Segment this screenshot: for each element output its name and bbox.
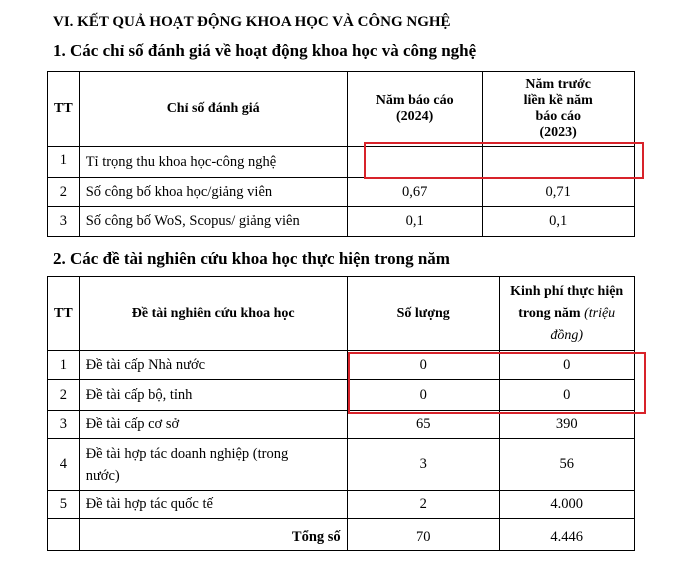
header-funding-unit-a: (triệu (584, 305, 616, 321)
cell-indicator: Tỉ trọng thu khoa học-công nghệ (79, 147, 347, 178)
header-prev-year-line4: (2023) (539, 125, 577, 140)
cell-count: 3 (347, 439, 499, 491)
cell-current (347, 147, 482, 178)
table-header-row (48, 277, 635, 351)
cell-previous: 0,1 (482, 207, 634, 237)
header-count: Số lượng (347, 277, 499, 351)
cell-tt: 1 (48, 147, 80, 178)
cell-tt: 3 (48, 207, 80, 237)
cell-total-funding: 4.446 (499, 519, 634, 551)
header-topic: Đề tài nghiên cứu khoa học (79, 277, 347, 351)
cell-total-count: 70 (347, 519, 499, 551)
header-report-year-line1: Năm báo cáo (375, 93, 454, 108)
header-funding-line2: trong năm (518, 305, 581, 321)
cell-funding: 390 (499, 411, 634, 439)
table-row (48, 147, 635, 178)
table-row (48, 207, 635, 237)
cell-tt: 2 (48, 380, 80, 411)
table-row (48, 439, 635, 491)
cell-topic: Đề tài cấp cơ sở (79, 411, 347, 439)
table-total-row (48, 519, 635, 551)
header-report-year (347, 72, 482, 147)
header-indicator: Chỉ số đánh giá (79, 72, 347, 147)
cell-topic-line2: nước) (85, 467, 120, 484)
cell-previous: 0,71 (482, 178, 634, 207)
header-tt: TT (48, 277, 80, 351)
cell-tt: 5 (48, 491, 80, 519)
research-projects-table (47, 276, 635, 551)
cell-funding: 4.000 (499, 491, 634, 519)
cell-tt: 1 (48, 351, 80, 380)
cell-count: 0 (347, 351, 499, 380)
table-row (48, 491, 635, 519)
cell-topic-line1: Đề tài hợp tác doanh nghiệp (trong (85, 445, 289, 462)
cell-funding: 0 (499, 351, 634, 380)
cell-current: 0,1 (347, 207, 482, 237)
cell-tt: 2 (48, 178, 80, 207)
header-funding (499, 277, 634, 351)
header-tt: TT (48, 72, 80, 147)
cell-topic: Đề tài cấp Nhà nước (79, 351, 347, 380)
cell-total-label: Tổng số (79, 519, 347, 551)
header-report-year-line2: (2024) (396, 109, 434, 124)
header-funding-unit-b: đồng) (550, 327, 584, 343)
indicators-table (47, 71, 635, 237)
cell-indicator: Số công bố khoa học/giảng viên (79, 178, 347, 207)
cell-tt-empty (48, 519, 80, 551)
subsection-title-projects: 2. Các đề tài nghiên cứu khoa học thực hiện trong năm (53, 249, 450, 268)
cell-topic: Đề tài cấp bộ, tỉnh (79, 380, 347, 411)
header-prev-year (482, 72, 634, 147)
cell-count: 65 (347, 411, 499, 439)
cell-count: 2 (347, 491, 499, 519)
cell-current: 0,67 (347, 178, 482, 207)
cell-topic: Đề tài hợp tác quốc tế (79, 491, 347, 519)
subsection-title-indicators: 1. Các chỉ số đánh giá về hoạt động khoa học và công nghệ (53, 41, 477, 60)
cell-topic (79, 439, 347, 491)
cell-count: 0 (347, 380, 499, 411)
table-row (48, 380, 635, 411)
header-funding-line1: Kinh phí thực hiện (510, 283, 624, 299)
header-prev-year-line3: báo cáo (535, 109, 581, 124)
header-prev-year-line2: liền kề năm (523, 93, 593, 108)
table-row (48, 351, 635, 380)
cell-previous (482, 147, 634, 178)
section-title-main: VI. KẾT QUẢ HOẠT ĐỘNG KHOA HỌC VÀ CÔNG NGHỆ (53, 14, 451, 30)
table-header-row (48, 72, 635, 147)
cell-tt: 4 (48, 439, 80, 491)
header-prev-year-line1: Năm trước (525, 77, 591, 92)
cell-funding: 56 (499, 439, 634, 491)
cell-funding: 0 (499, 380, 634, 411)
cell-tt: 3 (48, 411, 80, 439)
table-row (48, 411, 635, 439)
table-row (48, 178, 635, 207)
cell-indicator: Số công bố WoS, Scopus/ giảng viên (79, 207, 347, 237)
